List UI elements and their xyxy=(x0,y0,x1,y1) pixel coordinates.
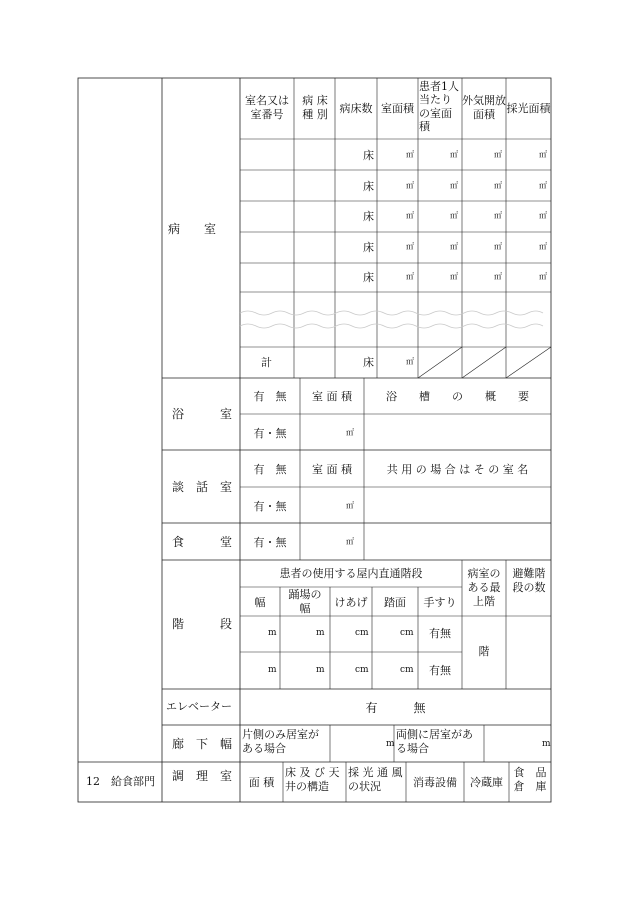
stairs-header-tread: 踏面 xyxy=(384,596,406,609)
area-unit: ㎡ xyxy=(406,242,414,251)
daylight-unit: ㎡ xyxy=(539,242,547,251)
stairs-handrail-value: 有無 xyxy=(429,627,451,640)
stairs-header-width: 幅 xyxy=(254,596,266,609)
total-beds-unit: 床 xyxy=(363,356,374,369)
kitchen-label: 調 理 室 xyxy=(172,769,233,783)
daylight-unit: ㎡ xyxy=(539,211,547,220)
beds-unit: 床 xyxy=(363,241,374,254)
danwa-label: 談 話 室 xyxy=(172,480,233,494)
area-unit: ㎡ xyxy=(406,150,414,159)
kitchen-col-food-storage: 食 品 倉 庫 xyxy=(513,766,547,793)
stairs-group-header: 患者の使用する屋内直通階段 xyxy=(279,567,423,580)
area-unit: ㎡ xyxy=(406,211,414,220)
corridor-both-side-label: 両側に居室がある場合 xyxy=(396,728,473,755)
dining-area-unit: ㎡ xyxy=(346,537,354,546)
lounge-header-presence: 有 無 xyxy=(253,463,287,476)
stairs-top-floor-unit: 階 xyxy=(478,645,490,658)
stairs-riser-unit: cm xyxy=(355,628,369,638)
open-air-unit: ㎡ xyxy=(494,272,502,281)
stairs-riser-unit: cm xyxy=(355,665,369,675)
kyushoku-section-label: 12 給食部門 xyxy=(86,775,155,788)
total-area-unit: ㎡ xyxy=(406,357,414,366)
stairs-header-evac-count: 避難階段の数 xyxy=(512,567,546,594)
kitchen-col-refrigerator: 冷蔵庫 xyxy=(470,776,503,789)
stairs-landing-unit: m xyxy=(316,665,325,675)
corridor-one-side-unit: m xyxy=(386,739,395,749)
header-room-area: 室面積 xyxy=(381,102,414,115)
elevator-label: エレベーター xyxy=(166,700,232,713)
lounge-presence-value: 有・無 xyxy=(253,500,287,513)
per-patient-unit: ㎡ xyxy=(450,211,458,220)
beds-unit: 床 xyxy=(363,210,374,223)
stairs-header-handrail: 手すり xyxy=(423,596,457,609)
bath-header-presence: 有 無 xyxy=(253,390,287,403)
header-bed-count: 病床数 xyxy=(339,102,373,115)
corridor-one-side-label: 片側のみ居室がある場合 xyxy=(242,728,319,755)
bath-header-area: 室 面 積 xyxy=(312,390,352,403)
beds-unit: 床 xyxy=(363,180,374,193)
per-patient-unit: ㎡ xyxy=(450,181,458,190)
kitchen-col-structure: 床 及 び 天井の構造 xyxy=(285,766,340,793)
stairs-landing-unit: m xyxy=(316,628,325,638)
stairs-header-top-floor: 病室のある最上階 xyxy=(467,567,501,608)
header-bed-type: 病 床 種 別 xyxy=(302,94,328,121)
area-unit: ㎡ xyxy=(406,272,414,281)
byoshitsu-label: 病 室 xyxy=(168,222,217,236)
stairs-tread-unit: cm xyxy=(400,628,414,638)
total-label: 計 xyxy=(261,356,272,369)
header-open-air-area: 外気開放面積 xyxy=(462,94,506,121)
corridor-both-side-unit: m xyxy=(542,739,551,749)
bath-area-unit: ㎡ xyxy=(346,428,354,437)
header-area-per-patient: 患者1人当たりの室面積 xyxy=(419,80,459,134)
daylight-unit: ㎡ xyxy=(539,181,547,190)
open-air-unit: ㎡ xyxy=(494,211,502,220)
header-daylight-area: 採光面積 xyxy=(506,102,551,115)
elevator-presence-value: 有 無 xyxy=(365,701,426,715)
beds-unit: 床 xyxy=(363,271,374,284)
lounge-header-shared: 共 用 の 場 合 は そ の 室 名 xyxy=(386,463,529,476)
daylight-unit: ㎡ xyxy=(539,150,547,159)
per-patient-unit: ㎡ xyxy=(450,272,458,281)
corridor-label: 廊 下 幅 xyxy=(172,737,233,751)
stairs-width-unit: m xyxy=(268,665,277,675)
dining-presence-value: 有・無 xyxy=(253,536,287,549)
yokushitsu-label: 浴 室 xyxy=(172,407,233,421)
kitchen-col-ventilation: 採 光 通 風の状況 xyxy=(348,766,403,793)
per-patient-unit: ㎡ xyxy=(450,150,458,159)
kitchen-col-area: 面 積 xyxy=(248,776,275,789)
header-room-name: 室名又は室番号 xyxy=(245,94,289,121)
open-air-unit: ㎡ xyxy=(494,242,502,251)
stairs-header-landing: 踊場の幅 xyxy=(288,588,322,615)
stairs-handrail-value: 有無 xyxy=(429,664,451,677)
kitchen-col-disinfection: 消毒設備 xyxy=(413,776,457,789)
bath-presence-value: 有・無 xyxy=(253,427,287,440)
beds-unit: 床 xyxy=(363,149,374,162)
daylight-unit: ㎡ xyxy=(539,272,547,281)
stairs-header-riser: けあげ xyxy=(334,596,368,609)
lounge-header-area: 室 面 積 xyxy=(312,463,352,476)
shokudo-label: 食 堂 xyxy=(172,535,233,549)
lounge-area-unit: ㎡ xyxy=(346,501,354,510)
bath-header-summary: 浴 槽 の 概 要 xyxy=(386,390,529,403)
kaidan-label: 階 段 xyxy=(172,617,233,631)
area-unit: ㎡ xyxy=(406,181,414,190)
open-air-unit: ㎡ xyxy=(494,150,502,159)
stairs-tread-unit: cm xyxy=(400,665,414,675)
per-patient-unit: ㎡ xyxy=(450,242,458,251)
open-air-unit: ㎡ xyxy=(494,181,502,190)
stairs-width-unit: m xyxy=(268,628,277,638)
